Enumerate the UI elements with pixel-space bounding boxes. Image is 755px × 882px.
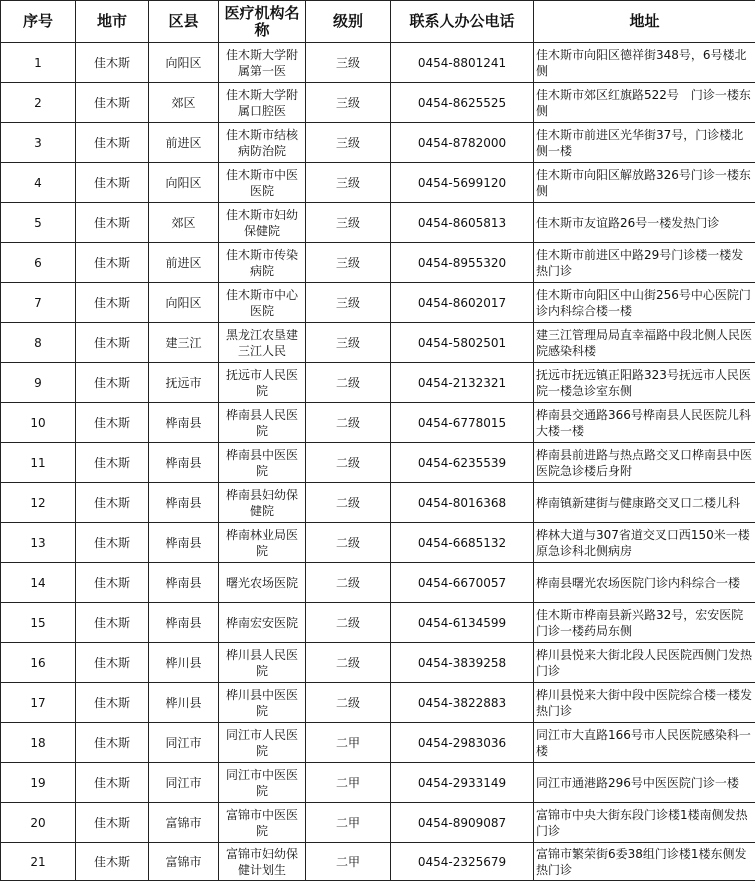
cell-district: 富锦市: [149, 843, 219, 881]
cell-phone: 0454-2933149: [391, 763, 534, 803]
cell-institution: 佳木斯大学附属口腔医: [219, 83, 306, 123]
table-row: [1, 403, 755, 443]
cell-phone: 0454-2983036: [391, 723, 534, 763]
cell-address: 佳木斯市前进区光华街37号，门诊楼北侧一楼: [534, 123, 755, 163]
cell-address: 富锦市中央大街东段门诊楼1楼南侧发热门诊: [534, 803, 755, 843]
cell-phone: 0454-8602017: [391, 283, 534, 323]
cell-city: 佳木斯: [76, 203, 149, 243]
cell-institution: 桦南县人民医院: [219, 403, 306, 443]
cell-district: 向阳区: [149, 283, 219, 323]
cell-address: 桦林大道与307省道交叉口西150米一楼原急诊科北侧病房: [534, 523, 755, 563]
cell-phone: 0454-2132321: [391, 363, 534, 403]
cell-address: 桦南县交通路366号桦南县人民医院儿科大楼一楼: [534, 403, 755, 443]
cell-level: 二甲: [306, 803, 391, 843]
cell-index: 14: [1, 563, 76, 603]
cell-city: 佳木斯: [76, 163, 149, 203]
cell-level: 二级: [306, 563, 391, 603]
cell-city: 佳木斯: [76, 443, 149, 483]
table-header: [1, 1, 755, 43]
cell-city: 佳木斯: [76, 283, 149, 323]
cell-index: 13: [1, 523, 76, 563]
cell-district: 抚远市: [149, 363, 219, 403]
cell-institution: 同江市中医医院: [219, 763, 306, 803]
table-row: [1, 643, 755, 683]
cell-address: 桦南县前进路与热点路交叉口桦南县中医医院急诊楼后身附: [534, 443, 755, 483]
cell-district: 前进区: [149, 123, 219, 163]
cell-level: 二级: [306, 683, 391, 723]
cell-phone: 0454-5802501: [391, 323, 534, 363]
cell-phone: 0454-2325679: [391, 843, 534, 881]
table-row: [1, 723, 755, 763]
cell-phone: 0454-6670057: [391, 563, 534, 603]
table-row: [1, 323, 755, 363]
cell-level: 二级: [306, 643, 391, 683]
cell-district: 富锦市: [149, 803, 219, 843]
cell-level: 二甲: [306, 723, 391, 763]
cell-index: 18: [1, 723, 76, 763]
table-row: [1, 43, 755, 83]
cell-phone: 0454-8625525: [391, 83, 534, 123]
cell-city: 佳木斯: [76, 603, 149, 643]
table-row: [1, 683, 755, 723]
cell-address: 佳木斯市向阳区德祥街348号，6号楼北侧: [534, 43, 755, 83]
cell-index: 1: [1, 43, 76, 83]
cell-address: 建三江管理局局直幸福路中段北侧人民医院感染科楼: [534, 323, 755, 363]
cell-address: 同江市大直路166号市人民医院感染科一楼: [534, 723, 755, 763]
cell-level: 三级: [306, 283, 391, 323]
cell-city: 佳木斯: [76, 363, 149, 403]
cell-index: 15: [1, 603, 76, 643]
table-row: [1, 843, 755, 881]
header-index: 序号: [1, 1, 76, 43]
table-row: [1, 803, 755, 843]
table-row: [1, 443, 755, 483]
table-row: [1, 243, 755, 283]
cell-institution: 桦川县人民医院: [219, 643, 306, 683]
cell-institution: 曙光农场医院: [219, 563, 306, 603]
cell-index: 21: [1, 843, 76, 881]
cell-district: 同江市: [149, 723, 219, 763]
cell-phone: 0454-8016368: [391, 483, 534, 523]
cell-district: 同江市: [149, 763, 219, 803]
cell-institution: 佳木斯市中心医院: [219, 283, 306, 323]
cell-city: 佳木斯: [76, 723, 149, 763]
cell-address: 佳木斯市友谊路26号一楼发热门诊: [534, 203, 755, 243]
cell-district: 向阳区: [149, 43, 219, 83]
cell-institution: 佳木斯市结核病防治院: [219, 123, 306, 163]
table-row: [1, 603, 755, 643]
cell-city: 佳木斯: [76, 243, 149, 283]
cell-institution: 佳木斯市妇幼保健院: [219, 203, 306, 243]
cell-index: 8: [1, 323, 76, 363]
cell-level: 三级: [306, 43, 391, 83]
cell-institution: 桦南县妇幼保健院: [219, 483, 306, 523]
cell-institution: 桦川县中医医院: [219, 683, 306, 723]
cell-index: 17: [1, 683, 76, 723]
cell-level: 二级: [306, 603, 391, 643]
cell-address: 桦南县曙光农场医院门诊内科综合一楼: [534, 563, 755, 603]
table-row: [1, 83, 755, 123]
cell-city: 佳木斯: [76, 43, 149, 83]
header-phone: 联系人办公电话: [391, 1, 534, 43]
table-row: [1, 523, 755, 563]
cell-phone: 0454-6235539: [391, 443, 534, 483]
cell-city: 佳木斯: [76, 403, 149, 443]
cell-index: 7: [1, 283, 76, 323]
table-row: [1, 563, 755, 603]
cell-level: 三级: [306, 323, 391, 363]
cell-phone: 0454-8909087: [391, 803, 534, 843]
header-level: 级别: [306, 1, 391, 43]
cell-city: 佳木斯: [76, 523, 149, 563]
cell-address: 佳木斯市桦南县新兴路32号，宏安医院门诊一楼药局东侧: [534, 603, 755, 643]
cell-district: 桦南县: [149, 443, 219, 483]
cell-address: 佳木斯市向阳区解放路326号门诊一楼东侧: [534, 163, 755, 203]
cell-institution: 黑龙江农垦建三江人民: [219, 323, 306, 363]
header-row: [1, 1, 755, 43]
cell-index: 2: [1, 83, 76, 123]
table-row: [1, 203, 755, 243]
cell-address: 佳木斯市向阳区中山街256号中心医院门诊内科综合楼一楼: [534, 283, 755, 323]
table-row: [1, 123, 755, 163]
cell-address: 桦川县悦来大街北段人民医院西侧门发热门诊: [534, 643, 755, 683]
cell-index: 4: [1, 163, 76, 203]
cell-address: 桦川县悦来大街中段中医院综合楼一楼发热门诊: [534, 683, 755, 723]
cell-index: 12: [1, 483, 76, 523]
cell-level: 二级: [306, 363, 391, 403]
cell-level: 三级: [306, 83, 391, 123]
cell-index: 16: [1, 643, 76, 683]
cell-institution: 佳木斯大学附属第一医: [219, 43, 306, 83]
cell-phone: 0454-8782000: [391, 123, 534, 163]
cell-index: 3: [1, 123, 76, 163]
cell-city: 佳木斯: [76, 123, 149, 163]
cell-city: 佳木斯: [76, 83, 149, 123]
cell-district: 郊区: [149, 203, 219, 243]
cell-district: 桦南县: [149, 523, 219, 563]
cell-city: 佳木斯: [76, 323, 149, 363]
cell-phone: 0454-3839258: [391, 643, 534, 683]
cell-phone: 0454-8605813: [391, 203, 534, 243]
header-city: 地市: [76, 1, 149, 43]
cell-district: 桦川县: [149, 643, 219, 683]
cell-address: 佳木斯市郊区红旗路522号 门诊一楼东侧: [534, 83, 755, 123]
cell-address: 富锦市繁荣街6委38组门诊楼1楼东侧发热门诊: [534, 843, 755, 881]
cell-institution: 同江市人民医院: [219, 723, 306, 763]
table-row: [1, 763, 755, 803]
cell-phone: 0454-6685132: [391, 523, 534, 563]
cell-institution: 佳木斯市中医医院: [219, 163, 306, 203]
cell-city: 佳木斯: [76, 843, 149, 881]
cell-institution: 桦南县中医医院: [219, 443, 306, 483]
cell-level: 二级: [306, 523, 391, 563]
cell-city: 佳木斯: [76, 483, 149, 523]
cell-address: 同江市通港路296号中医医院门诊一楼: [534, 763, 755, 803]
cell-phone: 0454-6134599: [391, 603, 534, 643]
cell-index: 9: [1, 363, 76, 403]
header-institution: 医疗机构名称: [219, 1, 306, 43]
cell-phone: 0454-3822883: [391, 683, 534, 723]
cell-institution: 富锦市妇幼保健计划生: [219, 843, 306, 881]
table-row: [1, 363, 755, 403]
cell-level: 二级: [306, 443, 391, 483]
cell-district: 桦南县: [149, 403, 219, 443]
cell-district: 郊区: [149, 83, 219, 123]
cell-level: 二甲: [306, 843, 391, 881]
cell-index: 6: [1, 243, 76, 283]
cell-institution: 佳木斯市传染病院: [219, 243, 306, 283]
table-row: [1, 283, 755, 323]
header-address: 地址: [534, 1, 755, 43]
cell-level: 二甲: [306, 763, 391, 803]
cell-district: 向阳区: [149, 163, 219, 203]
cell-city: 佳木斯: [76, 803, 149, 843]
cell-index: 19: [1, 763, 76, 803]
table-body: [1, 43, 755, 881]
cell-phone: 0454-8955320: [391, 243, 534, 283]
cell-city: 佳木斯: [76, 683, 149, 723]
cell-institution: 抚远市人民医院: [219, 363, 306, 403]
cell-level: 二级: [306, 403, 391, 443]
cell-level: 二级: [306, 483, 391, 523]
cell-index: 10: [1, 403, 76, 443]
table-row: [1, 483, 755, 523]
cell-level: 三级: [306, 203, 391, 243]
cell-institution: 富锦市中医医院: [219, 803, 306, 843]
cell-level: 三级: [306, 123, 391, 163]
cell-phone: 0454-6778015: [391, 403, 534, 443]
cell-index: 5: [1, 203, 76, 243]
cell-institution: 桦南宏安医院: [219, 603, 306, 643]
cell-district: 桦南县: [149, 483, 219, 523]
cell-address: 桦南镇新建街与健康路交叉口二楼儿科: [534, 483, 755, 523]
cell-district: 桦南县: [149, 563, 219, 603]
cell-address: 抚远市抚远镇正阳路323号抚远市人民医院一楼急诊室东侧: [534, 363, 755, 403]
cell-city: 佳木斯: [76, 563, 149, 603]
cell-index: 11: [1, 443, 76, 483]
cell-institution: 桦南林业局医院: [219, 523, 306, 563]
cell-phone: 0454-8801241: [391, 43, 534, 83]
cell-district: 建三江: [149, 323, 219, 363]
cell-index: 20: [1, 803, 76, 843]
cell-city: 佳木斯: [76, 763, 149, 803]
cell-city: 佳木斯: [76, 643, 149, 683]
header-district: 区县: [149, 1, 219, 43]
cell-district: 桦川县: [149, 683, 219, 723]
cell-district: 前进区: [149, 243, 219, 283]
cell-level: 三级: [306, 243, 391, 283]
cell-address: 佳木斯市前进区中路29号门诊楼一楼发热门诊: [534, 243, 755, 283]
cell-level: 三级: [306, 163, 391, 203]
cell-phone: 0454-5699120: [391, 163, 534, 203]
cell-district: 桦南县: [149, 603, 219, 643]
table-row: [1, 163, 755, 203]
